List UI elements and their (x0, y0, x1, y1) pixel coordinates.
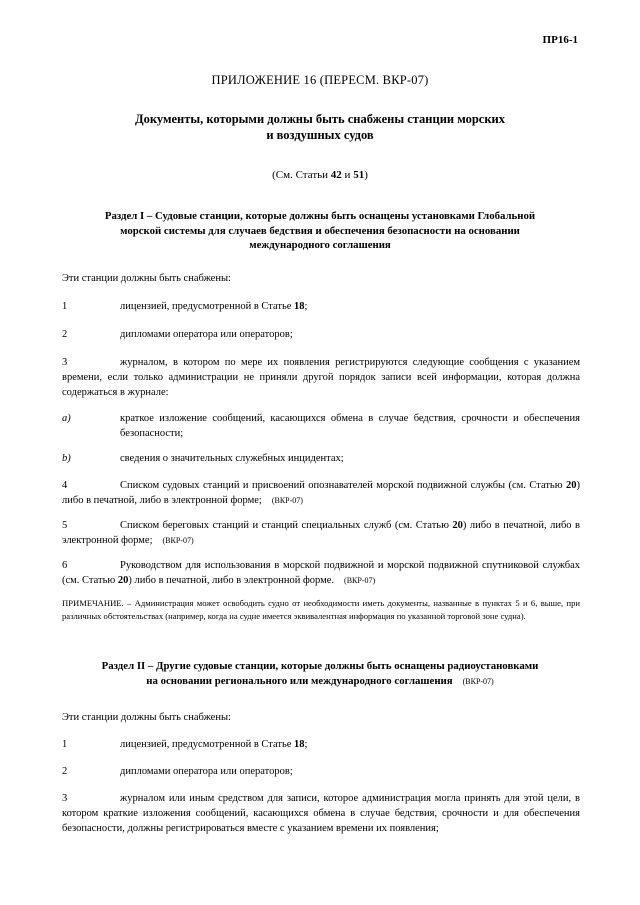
para-number: 1 (62, 739, 68, 750)
para-article: 18 (294, 301, 305, 312)
appendix-title: ПРИЛОЖЕНИЕ 16 (ПЕРЕСМ. ВКР-07) (211, 73, 429, 87)
para-number: 3 (62, 357, 68, 368)
para-text: лицензией, предусмотренной в Статье (120, 301, 295, 312)
section-title-line: Раздел II – Другие судовые станции, которые должны быть оснащены радиоустановками (101, 660, 539, 672)
section-1-para-1 (62, 299, 580, 314)
section-1-para-6 (62, 558, 580, 588)
para-article: 18 (294, 739, 305, 750)
revision-ref: (ВКР-07) (162, 536, 194, 546)
para-text: ; (304, 301, 308, 312)
section-2-para-3 (62, 791, 580, 837)
item-text: краткое изложение сообщений, касающихся обмена в случае бедствия, срочности и обеспечения безопасности; (120, 413, 580, 440)
para-number: 4 (62, 480, 68, 491)
section-title-line: морской системы для случаев бедствия и обеспечения безопасности на основании (120, 224, 520, 237)
para-number: 6 (62, 560, 68, 571)
section-2-title (60, 659, 580, 688)
section-title-line (60, 674, 580, 689)
section-1-para-3 (62, 355, 580, 401)
section-1-para-2 (62, 327, 580, 342)
section-1-note: ПРИМЕЧАНИЕ. – Администрация может освободить судно от необходимости иметь документы, названные в пунктах 5 и 6, выше, при различных обстоятельствах (например, когда на судне имеется эквивалентная информация по указанной торговой зоне судна). (62, 598, 580, 621)
para-text: дипломами оператора или операторов; (120, 766, 293, 777)
para-text: ) либо в печатной, либо в электронной форме; (62, 480, 580, 507)
revision-ref: (ВКР-07) (271, 496, 303, 506)
para-text: журналом, в котором по мере их появления регистрируются следующие сообщения с указанием времени, если только администрации не приняли другой порядок записи всей информации, которая должна содержаться в журнале: (62, 357, 580, 399)
section-2-intro: Эти станции должны быть снабжены: (62, 712, 231, 723)
para-text: Руководством для использования в морской подвижной и морской подвижной спутниковой службах (см. Статью (62, 560, 580, 587)
document-title-line: Документы, которыми должны быть снабжены станции морских (135, 112, 505, 126)
section-1-item-b (62, 451, 580, 466)
ref-text: и (341, 169, 354, 181)
ref-text: (См. Статьи (272, 169, 331, 181)
ref-article: 51 (353, 169, 365, 181)
ref-text: ) (364, 169, 368, 181)
section-title-line: международного соглашения (249, 239, 391, 252)
revision-ref: (ВКР-07) (462, 676, 494, 686)
document-title (80, 111, 560, 144)
para-number: 2 (62, 329, 68, 340)
document-title-line: и воздушных судов (266, 128, 374, 143)
para-number: 2 (62, 766, 68, 777)
section-title-line: Раздел I – Судовые станции, которые должны быть оснащены установками Глобальной (104, 210, 536, 222)
para-text: дипломами оператора или операторов; (120, 329, 293, 340)
section-1-para-4 (62, 478, 580, 508)
ref-article: 42 (330, 169, 342, 181)
para-text: ) либо в печатной, либо в электронной форме; (62, 520, 580, 547)
para-text: ) либо в печатной, либо в электронной форме. (128, 575, 335, 587)
para-number: 1 (62, 301, 68, 312)
para-article: 20 (452, 520, 463, 531)
section-1-intro: Эти станции должны быть снабжены: (62, 273, 231, 284)
para-text: лицензией, предусмотренной в Статье (120, 739, 295, 750)
para-text: Списком судовых станций и присвоений опознавателей морской подвижной службы (см. Статью (120, 480, 566, 491)
section-1-item-a (62, 411, 580, 441)
item-text: сведения о значительных служебных инцидентах; (120, 453, 344, 464)
section-2-para-2 (62, 764, 580, 779)
item-label: a) (62, 413, 71, 424)
para-text: Списком береговых станций и станций специальных служб (см. Статью (120, 520, 453, 531)
para-text: журналом или иным средством для записи, которое администрация могла принять для этой цели, в котором краткие изложения сообщений, касающихся обмена в случае бедствия, срочности и для обеспечения безопасности, должны регистрироваться вместе с указанием времени их появления; (62, 793, 580, 835)
para-number: 3 (62, 793, 68, 804)
page-id: ПР16-1 (542, 34, 578, 46)
para-text: ; (304, 739, 308, 750)
article-reference (0, 168, 640, 184)
revision-ref: (ВКР-07) (344, 576, 376, 586)
section-title-text: на основании регионального или международного соглашения (146, 674, 453, 687)
para-article: 20 (566, 480, 577, 491)
item-label: b) (62, 453, 71, 464)
section-1-para-5 (62, 518, 580, 548)
section-2-para-1 (62, 737, 580, 752)
section-1-title (60, 209, 580, 253)
para-number: 5 (62, 520, 68, 531)
para-article: 20 (117, 575, 129, 587)
